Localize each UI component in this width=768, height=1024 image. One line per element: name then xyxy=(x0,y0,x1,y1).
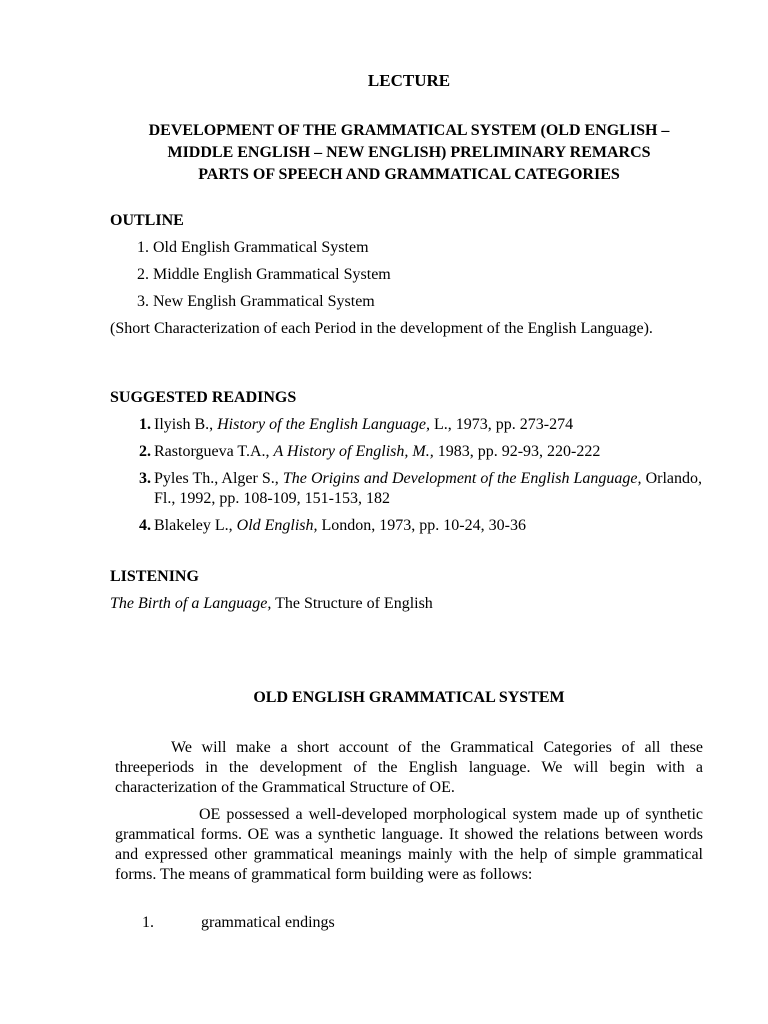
reading-number: 2. xyxy=(139,443,151,460)
reading-item-2 xyxy=(139,442,702,462)
section-paragraph-2: OE possessed a well-developed morphological system made up of synthetic grammatical forms. OE was a synthetic language. It showed the relations between words and expressed other grammatical meanings mainly with the help of simple grammatical forms. The means of grammatical form building were as follows: xyxy=(115,806,703,883)
outline-label: OUTLINE xyxy=(110,212,184,229)
reading-number: 3. xyxy=(139,470,151,487)
reading-details: London, 1973, pp. 10-24, 30-36 xyxy=(321,517,526,534)
reading-number: 4. xyxy=(139,517,151,534)
listening-label: LISTENING xyxy=(110,568,199,585)
reading-details: 1983, pp. 92-93, 220-222 xyxy=(437,443,601,460)
outline-item-3: 3. New English Grammatical System xyxy=(137,293,375,310)
readings-label: SUGGESTED READINGS xyxy=(110,389,297,406)
reading-title: A History of English, M., xyxy=(273,443,434,460)
section-title: OLD ENGLISH GRAMMATICAL SYSTEM xyxy=(253,689,565,706)
reading-item-1 xyxy=(139,415,702,435)
listening-subtitle: The Structure of English xyxy=(275,595,433,612)
reading-author: Rastorgueva T.A., xyxy=(154,443,270,460)
reading-title: The Origins and Development of the English Language, xyxy=(282,470,642,487)
listening-title: The Birth of a Language, xyxy=(110,595,272,612)
outline-item-1: 1. Old English Grammatical System xyxy=(137,239,369,256)
reading-author: Ilyish B., xyxy=(154,416,214,433)
outline-item-2: 2. Middle English Grammatical System xyxy=(137,266,391,283)
form-list-number: 1. xyxy=(142,914,154,931)
heading-line-3: PARTS OF SPEECH AND GRAMMATICAL CATEGORIES xyxy=(198,166,620,183)
reading-title: History of the English Language, xyxy=(217,416,431,433)
form-list-item: grammatical endings xyxy=(201,914,335,931)
heading-line-1: DEVELOPMENT OF THE GRAMMATICAL SYSTEM (OLD ENGLISH – xyxy=(148,122,670,139)
reading-author: Pyles Th., Alger S., xyxy=(154,470,279,487)
reading-item-4 xyxy=(139,516,702,536)
section-paragraph-1: We will make a short account of the Grammatical Categories of all these threeperiods in the development of the English language. We will begin with a characterization of the Grammatical Structure of OE. xyxy=(115,739,703,796)
reading-author: Blakeley L., xyxy=(154,517,233,534)
heading-line-2: MIDDLE ENGLISH – NEW ENGLISH) PRELIMINARY REMARCS xyxy=(167,144,651,161)
lecture-title: LECTURE xyxy=(367,71,451,90)
reading-details: Orlando, Fl., 1992, pp. 108-109, 151-153, 182 xyxy=(154,470,703,507)
reading-item-3 xyxy=(139,469,702,509)
reading-title: Old English, xyxy=(236,517,318,534)
reading-number: 1. xyxy=(139,416,151,433)
lecture-heading xyxy=(110,120,708,186)
reading-details: L., 1973, pp. 273-274 xyxy=(434,416,574,433)
outline-note: (Short Characterization of each Period in the development of the English Language). xyxy=(110,320,653,337)
listening-entry xyxy=(110,594,433,614)
